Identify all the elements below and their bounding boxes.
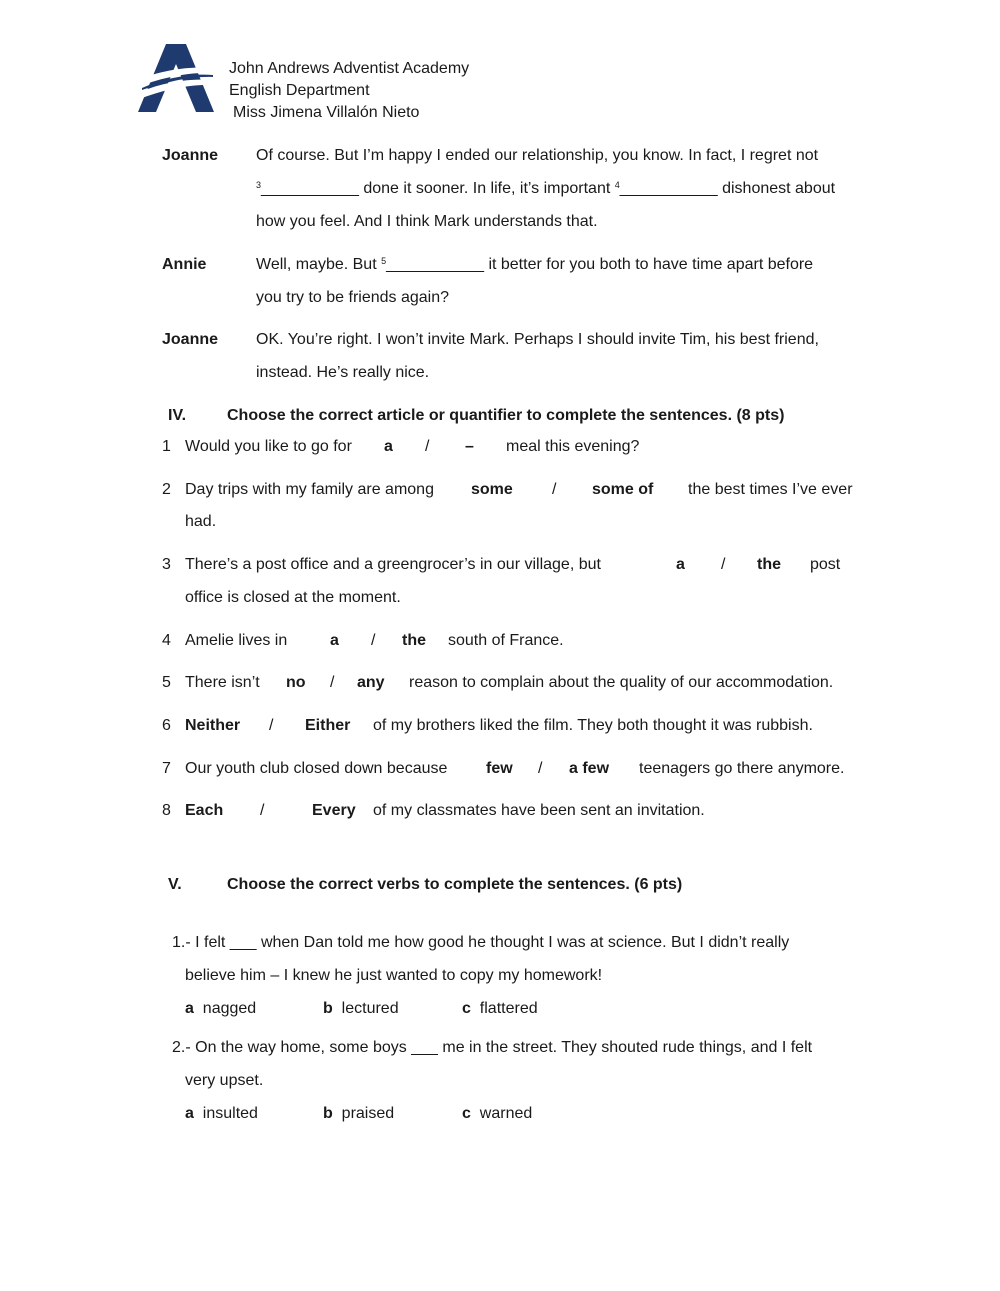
item-text: Our youth club closed down because <box>185 760 448 777</box>
fill-in-blank: ___________ it better for you both to have time apart before <box>386 256 814 273</box>
option-1: some <box>471 481 513 498</box>
dialogue-line: you try to be friends again? <box>256 289 450 306</box>
footnote-marker: 3 <box>256 180 262 190</box>
answer-option: c warned <box>462 1105 533 1122</box>
option-separator: / <box>260 802 265 819</box>
item-number: 1 <box>162 438 171 455</box>
section-number: V. <box>168 876 182 893</box>
item-text: teenagers go there anymore. <box>639 760 845 777</box>
dialogue-line <box>256 179 835 199</box>
dialogue-line: Of course. But I’m happy I ended our relationship, you know. In fact, I regret not <box>256 147 819 164</box>
option-1: few <box>486 760 513 777</box>
dialogue-line: OK. You’re right. I won’t invite Mark. Perhaps I should invite Tim, his best friend, <box>256 331 819 348</box>
item-number: 3 <box>162 556 171 573</box>
section-title: Choose the correct article or quantifier to complete the sentences. (8 pts) <box>227 407 785 424</box>
item-text: reason to complain about the quality of our accommodation. <box>409 674 834 691</box>
item-number: 8 <box>162 802 171 819</box>
option-separator: / <box>425 438 430 455</box>
item-text: There isn’t <box>185 674 260 691</box>
item-number: 7 <box>162 760 171 777</box>
fill-in-blank: ___________ done it sooner. In life, it’s important <box>261 180 615 197</box>
item-number: 5 <box>162 674 171 691</box>
item-text: south of France. <box>448 632 564 649</box>
dialogue-line: how you feel. And I think Mark understands that. <box>256 213 598 230</box>
item-text: had. <box>185 513 217 530</box>
item-text: post <box>810 556 841 573</box>
question-text: 2.- On the way home, some boys ___ me in the street. They shouted rude things, and I felt <box>172 1039 813 1056</box>
footnote-marker: 5 <box>381 256 387 266</box>
dialogue-line: Well, maybe. But $^5$___________ it better for you both to have time apart before <box>256 256 814 273</box>
dialogue-line: instead. He’s really nice. <box>256 364 430 381</box>
option-1: no <box>286 674 306 691</box>
option-2: any <box>357 674 385 691</box>
section-number: IV. <box>168 407 187 424</box>
section-title: Choose the correct verbs to complete the sentences. (6 pts) <box>227 876 683 893</box>
school-name: John Andrews Adventist Academy <box>229 60 470 77</box>
speaker-joanne: Joanne <box>162 147 219 164</box>
answer-option: b lectured <box>323 1000 399 1017</box>
item-text: office is closed at the moment. <box>185 589 401 606</box>
speaker-annie: Annie <box>162 256 207 273</box>
option-2: a few <box>569 760 610 777</box>
option-separator: / <box>721 556 726 573</box>
item-text: meal this evening? <box>506 438 640 455</box>
option-separator: / <box>330 674 335 691</box>
item-text: Amelie lives in <box>185 632 288 649</box>
answer-option: a insulted <box>185 1105 258 1122</box>
item-number: 2 <box>162 481 171 498</box>
answer-option: b praised <box>323 1105 395 1122</box>
item-number: 6 <box>162 717 171 734</box>
option-2: Either <box>305 717 351 734</box>
option-separator: / <box>552 481 557 498</box>
question-text: very upset. <box>185 1072 264 1089</box>
item-text: the best times I’ve ever <box>688 481 853 498</box>
option-2: some of <box>592 481 654 498</box>
school-logo <box>136 42 216 114</box>
item-text: Day trips with my family are among <box>185 481 434 498</box>
question-text: 1.- I felt ___ when Dan told me how good he thought I was at science. But I didn’t really <box>172 934 790 951</box>
option-separator: / <box>371 632 376 649</box>
option-2: Every <box>312 802 356 819</box>
fill-in-blank: ___________ dishonest about <box>619 180 836 197</box>
option-1: Each <box>185 802 224 819</box>
item-text: of my brothers liked the film. They both thought it was rubbish. <box>373 717 813 734</box>
option-1: Neither <box>185 717 241 734</box>
answer-option: a nagged <box>185 1000 257 1017</box>
option-1: a <box>676 556 685 573</box>
item-text: Would you like to go for <box>185 438 352 455</box>
option-separator: / <box>538 760 543 777</box>
option-separator: / <box>269 717 274 734</box>
option-1: a <box>384 438 393 455</box>
teacher-name: Miss Jimena Villalón Nieto <box>233 104 420 121</box>
item-text: There’s a post office and a greengrocer’s in our village, but <box>185 556 601 573</box>
question-text: believe him – I knew he just wanted to copy my homework! <box>185 967 603 984</box>
item-number: 4 <box>162 632 171 649</box>
option-2: the <box>757 556 781 573</box>
option-2: the <box>402 632 426 649</box>
option-1: a <box>330 632 339 649</box>
option-2: – <box>465 438 474 455</box>
answer-option: c flattered <box>462 1000 538 1017</box>
item-text: of my classmates have been sent an invitation. <box>373 802 705 819</box>
speaker-joanne: Joanne <box>162 331 219 348</box>
department-name: English Department <box>229 82 370 99</box>
footnote-marker: 4 <box>614 180 620 190</box>
